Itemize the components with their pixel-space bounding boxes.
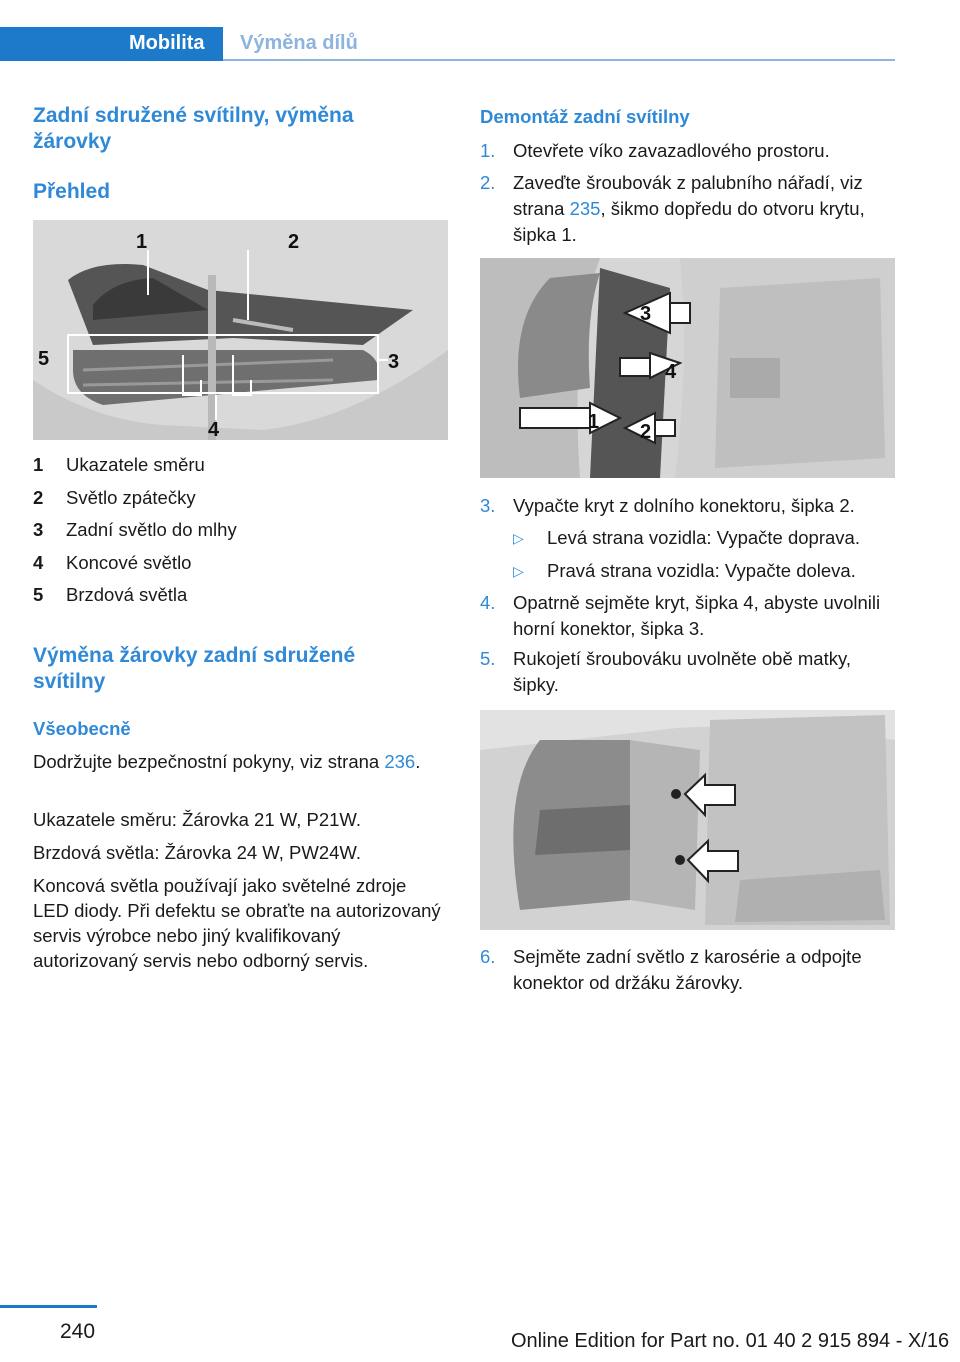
callout-4: 4 (665, 361, 677, 383)
legend-text: Světlo zpátečky (66, 486, 196, 508)
step-number: 2. (480, 172, 496, 193)
safety-end: . (415, 751, 421, 772)
legend-item (33, 550, 448, 583)
legend-number: 3 (33, 519, 44, 540)
legend-number: 2 (33, 486, 44, 508)
safety-text: Dodržujte bezpečnostní pokyny, viz strana (33, 751, 385, 772)
page-number: 240 (60, 1320, 96, 1343)
legend-item (33, 485, 448, 518)
callout-5: 5 (38, 348, 50, 370)
brake-light-bulb: Brzdová světla: Žárovka 24 W, PW24W. (33, 842, 361, 863)
led-paragraph: Koncová světla používají jako světelné zdroje LED diody. Při defektu se obraťte na autorizovaný servis výrobce nebo jiný kvalifikovaný autorizovaný servis nebo odborný servis. (33, 875, 441, 971)
step-text: Rukojetí šroubováku uvolněte obě matky, šipky. (513, 648, 851, 695)
triangle-bullet-icon: ▷ (513, 530, 524, 546)
callout-3: 3 (640, 303, 652, 325)
legend-number: 5 (33, 584, 44, 605)
step-text: Sejměte zadní světlo z karosérie a odpojte konektor od držáku žárovky. (513, 946, 862, 993)
step2-text-a: Zaveďte šroubovák z palubního nářadí, viz strana (513, 172, 863, 219)
legend-item (33, 517, 448, 550)
substep-text: Pravá strana vozidla: Vypačte doleva. (547, 560, 856, 581)
step-number: 4. (480, 592, 496, 613)
legend-number: 4 (33, 551, 44, 573)
page-header (0, 27, 960, 63)
safety-paragraph (33, 749, 443, 774)
step-text: Otevřete víko zavazadlového prostoru. (513, 140, 830, 161)
step2-text-b: , šikmo dopředu do otvoru krytu, šipka 1. (513, 198, 865, 245)
legend-list (33, 452, 448, 615)
header-rule (223, 59, 895, 61)
step-text: Vypačte kryt z dolního konektoru, šipka 2. (513, 495, 855, 516)
page-link-236[interactable]: 236 (384, 751, 416, 772)
header-tab-mobility[interactable]: Mobilita (129, 32, 205, 54)
callout-3: 3 (388, 351, 400, 373)
substep-text: Levá strana vozidla: Vypačte doprava. (547, 527, 860, 548)
step-text (513, 170, 895, 248)
legend-item (33, 452, 448, 485)
turn-signal-bulb: Ukazatele směru: Žárovka 21 W, P21W. (33, 809, 361, 830)
triangle-bullet-icon: ▷ (513, 563, 524, 579)
legend-text: Zadní světlo do mlhy (66, 519, 237, 540)
overview-heading: Přehled (33, 180, 111, 203)
step-number: 1. (480, 140, 496, 161)
callout-4: 4 (208, 419, 220, 440)
step-number: 5. (480, 648, 496, 669)
footer-rule (0, 1305, 97, 1308)
legend-text: Brzdová světla (66, 584, 188, 605)
page-link-235[interactable]: 235 (569, 198, 601, 219)
general-heading: Všeobecně (33, 718, 131, 739)
legend-number: 1 (33, 454, 44, 475)
legend-text: Ukazatele směru (66, 454, 205, 475)
legend-text: Koncové světlo (66, 551, 192, 573)
callout-2: 2 (288, 231, 300, 253)
header-tab-section[interactable]: Výměna dílů (240, 32, 358, 54)
callout-2: 2 (640, 421, 652, 443)
removal-figure-1 (480, 258, 895, 478)
callout-1: 1 (136, 231, 148, 253)
removal-heading: Demontáž zadní svítilny (480, 106, 690, 127)
callout-1: 1 (588, 411, 600, 433)
step-text: Opatrně sejměte kryt, šipka 4, abyste uvolnili horní konektor, šipka 3. (513, 592, 881, 639)
step-number: 3. (480, 495, 496, 516)
legend-item (33, 582, 448, 615)
section-title: Zadní sdružené svítilny, výměna žárovky (33, 104, 354, 153)
replace-heading: Výměna žárovky zadní sdružené svítilny (33, 644, 356, 693)
edition-text: Online Edition for Part no. 01 40 2 915 894 - X/16 (511, 1330, 950, 1352)
taillight-overview-figure (33, 220, 448, 440)
removal-figure-2 (480, 710, 895, 930)
step-number: 6. (480, 946, 496, 967)
